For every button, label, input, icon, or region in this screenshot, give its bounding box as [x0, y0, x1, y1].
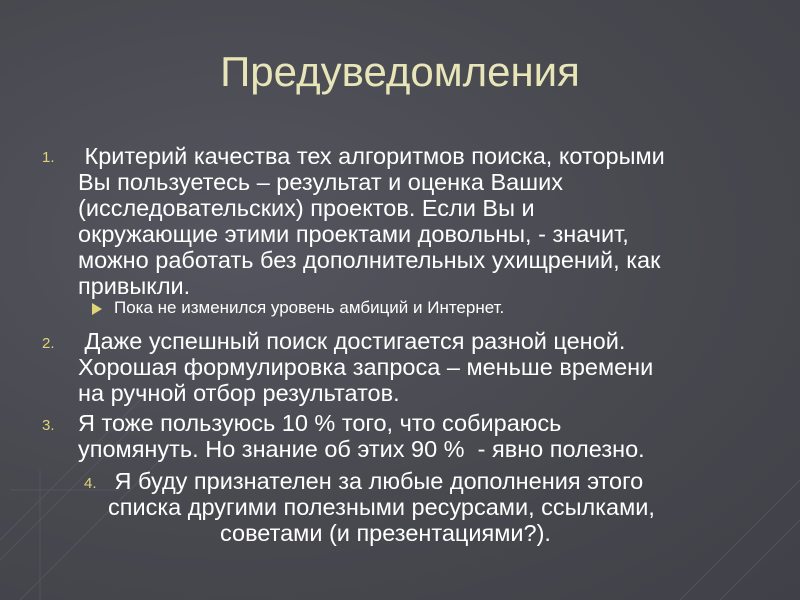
item-1-line-1: Критерий качества тех алгоритмов поиска, которыми — [78, 143, 665, 169]
sub-bullet-text: Пока не изменился уровень амбиций и Интернет. — [114, 298, 505, 317]
item-2-line-2: Хорошая формулировка запроса – меньше времени — [78, 354, 654, 380]
triangle-bullet-icon — [92, 303, 102, 315]
item-1-number: 1. — [42, 149, 55, 166]
item-1-text — [78, 143, 665, 169]
item-3-line-2: упомянуть. Но знание об этих 90 % - явно полезно. — [78, 436, 645, 462]
item-1-line-6: привыкли. — [78, 273, 191, 299]
item-4-line-1: Я буду признателен за любые дополнения этого — [108, 468, 644, 494]
item-2-line-3: на ручной отбор результатов. — [78, 380, 400, 406]
item-3-line-1: Я тоже пользуюсь 10 % того, что собираюсь — [78, 410, 562, 436]
slide-title: Предуведомления — [220, 48, 580, 95]
item-4-line-2: списка другими полезными ресурсами, ссылками, — [108, 494, 655, 520]
item-2-number: 2. — [42, 335, 55, 352]
item-1-line-3: (исследовательских) проектов. Если Вы и — [78, 195, 535, 221]
item-4-number: 4. — [84, 475, 97, 492]
item-1-line-2: Вы пользуетесь – результат и оценка Ваших — [78, 169, 563, 195]
item-2-line-1: Даже успешный поиск достигается разной ценой. — [78, 328, 626, 354]
item-1-line-4: окружающие этими проектами довольны, - значит, — [78, 221, 629, 247]
item-3-number: 3. — [42, 417, 55, 434]
item-1-line-5: можно работать без дополнительных ухищрений, как — [78, 247, 661, 273]
item-4-line-3: советами (и презентациями?). — [220, 520, 551, 546]
